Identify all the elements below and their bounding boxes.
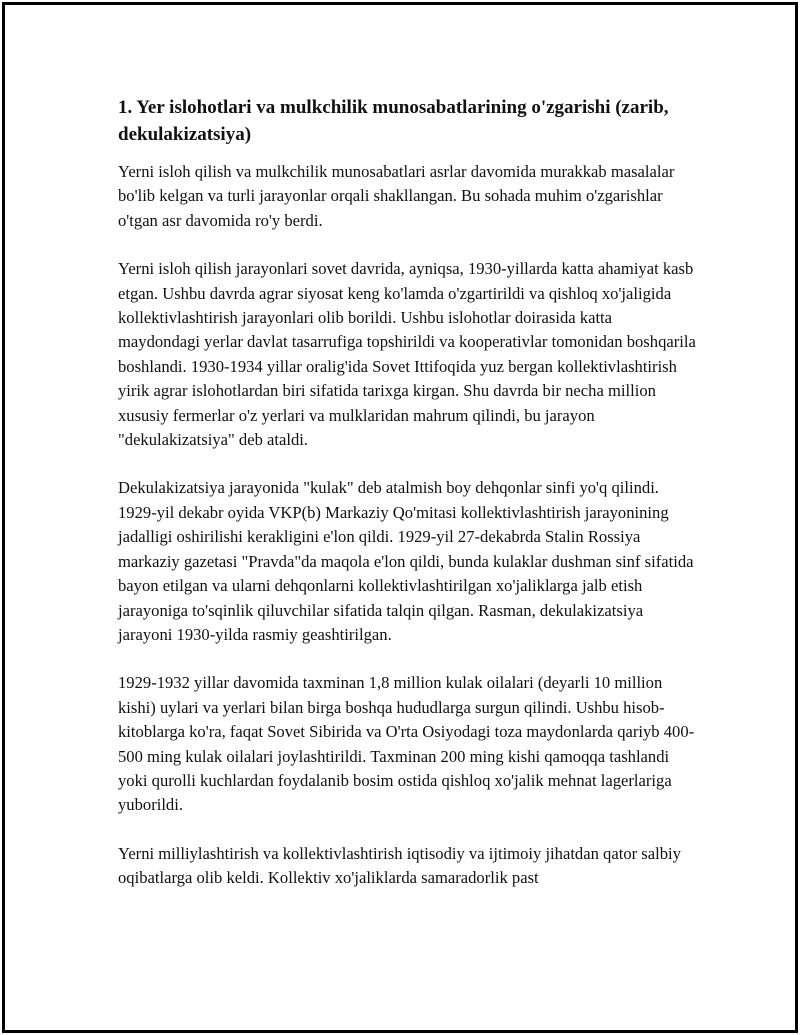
document-body xyxy=(118,94,698,915)
paragraph-intro: Yerni isloh qilish va mulkchilik munosabatlari asrlar davomida murakkab masalalar bo'lib kelgan va turli jarayonlar orqali shakllangan. Bu sohada muhim o'zgarishlar o'tgan asr davomida ro'y berdi. xyxy=(118,162,675,230)
section-heading: 1. Yer islohotlari va mulkchilik munosabatlarining o'zgarishi (zarib, dekulakizatsiya) xyxy=(118,97,669,145)
paragraph-consequences: Yerni milliylashtirish va kollektivlashtirish iqtisodiy va ijtimoiy jihatdan qator salbiy oqibatlarga olib keldi. Kollektiv xo'jaliklarda samaradorlik past xyxy=(118,843,681,888)
paragraph-deportations: 1929-1932 yillar davomida taxminan 1,8 million kulak oilalari (deyarli 10 million kishi) uylari va yerlari bilan birga boshqa hududlarga surgun qilindi. Ushbu hisob-kitoblarga ko'ra, faqat Sovet Sibirida va O'rta Osiyodagi toza maydonlarda qariyb 400-500 ming kulak oilalari joylashtirildi. Taxminan 200 ming kishi qamoqqa tashlandi yoki qurolli kuchlardan foydalanib bosim ostida qishloq xo'jalik mehnat lagerlariga yuborildi. xyxy=(118,673,695,815)
paragraph-dekulakization: Dekulakizatsiya jarayonida "kulak" deb atalmish boy dehqonlar sinfi yo'q qilindi. 1929-yil dekabr oyida VKP(b) Markaziy Qo'mitasi kollektivlashtirish jarayonining jadalligi oshirilishi kerakligini e'lon qildi. 1929-yil 27-dekabrda Stalin Rossiya markaziy gazetasi "Pravda"da maqola e'lon qildi, bunda kulaklar dushman sinf sifatida bayon etilgan va ularni dehqonlarni kollektivlashtirilgan xo'jaliklarga jalb etish jarayoniga to'sqinlik qiluvchilar sifatida talqin qilgan. Rasman, dekulakizatsiya jarayoni 1930-yilda rasmiy geashtirilgan. xyxy=(118,478,694,644)
paragraph-soviet-reforms: Yerni isloh qilish jarayonlari sovet davrida, ayniqsa, 1930-yillarda katta ahamiyat kasb etgan. Ushbu davrda agrar siyosat keng ko'lamda o'zgartirildi va qishloq xo'jaligida kollektivlashtirish jarayonlari olib borildi. Ushbu islohotlar doirasida katta maydondagi yerlar davlat tasarrufiga topshirildi va kooperativlar tomonidan boshqarila boshlandi. 1930-1934 yillar oralig'ida Sovet Ittifoqida yuz bergan kollektivlashtirish yirik agrar islohotlardan biri sifatida tarixga kirgan. Shu davrda bir necha million xususiy fermerlar o'z yerlari va mulklaridan mahrum qilindi, bu jarayon "dekulakizatsiya" deb ataldi. xyxy=(118,259,696,450)
